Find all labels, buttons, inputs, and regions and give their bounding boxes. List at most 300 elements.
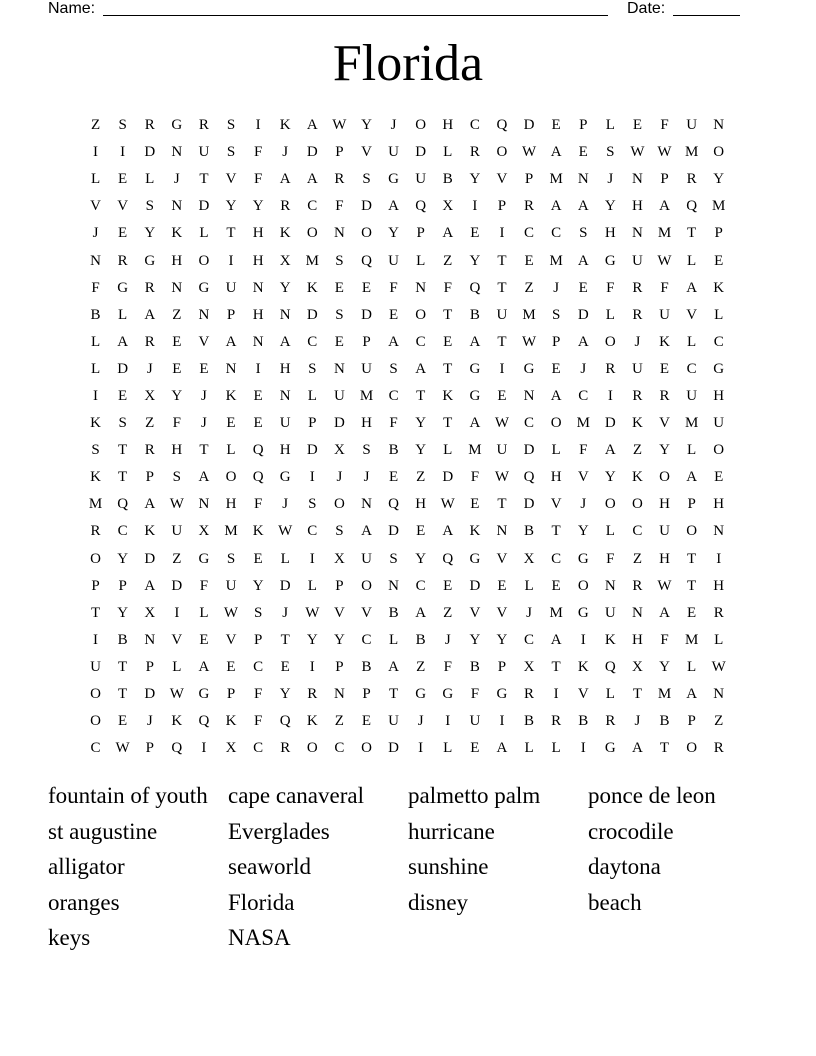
grid-letter: I	[93, 144, 99, 161]
grid-letter: P	[497, 198, 507, 215]
grid-letter: E	[226, 658, 236, 675]
grid-letter: S	[308, 360, 317, 377]
grid-letter: P	[335, 144, 344, 161]
grid-letter: A	[144, 496, 156, 513]
grid-letter: F	[660, 631, 669, 648]
grid-letter: M	[657, 225, 672, 242]
grid-letter: Q	[117, 496, 129, 513]
grid-letter: S	[389, 550, 398, 567]
grid-letter: F	[606, 550, 615, 567]
grid-letter: T	[551, 658, 561, 675]
grid-letter: U	[632, 252, 643, 269]
grid-letter: E	[443, 577, 453, 594]
grid-letter: B	[117, 631, 128, 648]
grid-letter: G	[415, 686, 427, 703]
grid-letter: P	[308, 415, 317, 432]
grid-letter: P	[335, 658, 344, 675]
grid-letter: A	[279, 171, 291, 188]
grid-letter: I	[499, 360, 505, 377]
grid-letter: W	[115, 740, 130, 757]
grid-letter: H	[279, 360, 291, 377]
grid-letter: O	[659, 469, 670, 486]
grid-letter: R	[713, 740, 724, 757]
grid-letter: A	[144, 306, 156, 323]
grid-letter: P	[362, 686, 371, 703]
grid-letter: O	[361, 740, 372, 757]
grid-letter: E	[253, 387, 263, 404]
grid-letter: T	[416, 387, 426, 404]
grid-letter: T	[199, 442, 209, 459]
grid-letter: L	[90, 333, 101, 350]
grid-letter: M	[712, 198, 726, 215]
grid-letter: B	[388, 604, 399, 621]
grid-letter: O	[90, 713, 101, 730]
grid-letter: W	[657, 252, 672, 269]
grid-letter: T	[687, 225, 697, 242]
grid-letter: N	[252, 279, 264, 296]
grid-letter: H	[252, 252, 264, 269]
grid-letter: N	[577, 171, 589, 188]
grid-letter: A	[306, 171, 318, 188]
grid-letter: V	[496, 550, 508, 567]
grid-letter: U	[171, 523, 183, 540]
grid-letter: T	[118, 686, 128, 703]
name-label: Name:	[48, 0, 96, 17]
grid-letter: G	[469, 550, 481, 567]
grid-letter: T	[90, 604, 101, 621]
grid-letter: G	[523, 360, 535, 377]
grid-letter: K	[144, 523, 156, 540]
grid-letter: U	[496, 442, 508, 459]
grid-letter: H	[659, 550, 670, 567]
grid-letter: K	[306, 279, 318, 296]
word-bank-item: crocodile	[588, 818, 674, 844]
grid-letter: A	[550, 631, 562, 648]
grid-letter: V	[496, 171, 508, 188]
grid-letter: V	[659, 415, 670, 432]
grid-letter: Y	[225, 198, 237, 215]
grid-letter: U	[225, 279, 237, 296]
grid-letter: M	[549, 604, 563, 621]
grid-letter: A	[550, 387, 562, 404]
grid-letter: N	[279, 306, 291, 323]
grid-letter: E	[334, 333, 344, 350]
grid-letter: Q	[523, 469, 535, 486]
grid-letter: G	[577, 604, 589, 621]
grid-letter: Q	[388, 496, 399, 513]
grid-letter: D	[388, 740, 399, 757]
grid-letter: H	[171, 252, 183, 269]
grid-letter: F	[470, 469, 480, 486]
grid-letter: B	[90, 306, 101, 323]
grid-letter: M	[684, 631, 699, 648]
grid-letter: N	[171, 144, 183, 161]
grid-letter: U	[388, 144, 399, 161]
grid-letter: A	[469, 333, 481, 350]
grid-letter: E	[524, 252, 534, 269]
grid-letter: P	[145, 740, 154, 757]
grid-letter: U	[686, 387, 698, 404]
grid-letter: T	[443, 360, 453, 377]
grid-letter: E	[172, 333, 182, 350]
grid-letter: A	[550, 198, 562, 215]
grid-letter: T	[497, 279, 507, 296]
grid-letter: F	[660, 117, 669, 134]
grid-letter: H	[279, 442, 291, 459]
grid-letter: P	[253, 631, 263, 648]
grid-letter: B	[469, 658, 480, 675]
grid-letter: V	[361, 144, 372, 161]
grid-letter: F	[443, 658, 452, 675]
grid-letter: Z	[443, 604, 453, 621]
grid-letter: C	[307, 333, 318, 350]
grid-letter: H	[632, 198, 643, 215]
grid-letter: E	[199, 631, 209, 648]
grid-letter: C	[334, 740, 345, 757]
grid-letter: V	[577, 469, 589, 486]
grid-letter: F	[91, 279, 100, 296]
grid-letter: I	[418, 740, 424, 757]
grid-letter: Q	[469, 279, 481, 296]
grid-letter: G	[198, 550, 210, 567]
grid-letter: Z	[90, 117, 101, 134]
grid-letter: V	[90, 198, 101, 215]
grid-letter: A	[415, 604, 427, 621]
grid-letter: Q	[604, 658, 616, 675]
grid-letter: J	[146, 713, 153, 730]
grid-letter: T	[497, 496, 507, 513]
grid-letter: A	[279, 333, 291, 350]
grid-letter: Q	[442, 550, 454, 567]
grid-letter: X	[144, 387, 156, 404]
grid-letter: L	[605, 306, 615, 323]
grid-letter: K	[713, 279, 725, 296]
grid-letter: E	[388, 306, 399, 323]
grid-letter: Y	[577, 523, 589, 540]
grid-letter: U	[496, 306, 508, 323]
grid-letter: H	[632, 631, 643, 648]
grid-letter: K	[577, 658, 589, 675]
grid-letter: H	[415, 496, 427, 513]
grid-letter: I	[499, 225, 505, 242]
grid-letter: P	[91, 577, 100, 594]
grid-letter: Q	[496, 117, 508, 134]
grid-letter: A	[577, 252, 589, 269]
grid-letter: R	[144, 279, 155, 296]
grid-letter: G	[604, 252, 616, 269]
grid-letter: W	[657, 144, 672, 161]
grid-letter: K	[225, 387, 237, 404]
grid-letter: C	[524, 225, 535, 242]
grid-letter: J	[282, 496, 289, 513]
grid-letter: R	[713, 604, 724, 621]
grid-letter: L	[443, 144, 453, 161]
grid-letter: L	[172, 658, 182, 675]
grid-letter: Y	[415, 550, 427, 567]
grid-letter: E	[659, 360, 670, 377]
grid-letter: F	[253, 496, 263, 513]
grid-letter: O	[713, 144, 725, 161]
grid-letter: K	[306, 713, 318, 730]
grid-letter: L	[307, 387, 317, 404]
grid-letter: B	[524, 523, 535, 540]
grid-letter: M	[522, 306, 536, 323]
grid-letter: Y	[659, 658, 670, 675]
name-blank-line	[103, 0, 608, 16]
grid-letter: O	[306, 740, 318, 757]
grid-letter: R	[117, 252, 128, 269]
grid-letter: N	[632, 604, 643, 621]
word-bank-item: fountain of youth	[48, 783, 208, 808]
grid-letter: P	[551, 333, 561, 350]
grid-letter: A	[361, 523, 372, 540]
grid-letter: L	[388, 631, 399, 648]
grid-letter: B	[469, 306, 480, 323]
grid-letter: N	[225, 360, 237, 377]
grid-letter: N	[604, 577, 616, 594]
grid-letter: S	[551, 306, 561, 323]
grid-letter: J	[526, 604, 532, 621]
grid-letter: Y	[388, 225, 399, 242]
grid-letter: D	[577, 306, 589, 323]
grid-letter: H	[252, 306, 264, 323]
grid-letter: I	[201, 740, 207, 757]
grid-letter: R	[632, 306, 643, 323]
grid-letter: W	[630, 144, 645, 161]
grid-letter: U	[279, 415, 291, 432]
grid-letter: L	[307, 577, 317, 594]
grid-letter: P	[145, 469, 154, 486]
grid-letter: E	[253, 415, 263, 432]
grid-letter: D	[523, 442, 535, 459]
grid-letter: I	[228, 252, 234, 269]
grid-letter: Z	[443, 252, 453, 269]
word-bank-item: seaworld	[228, 854, 312, 880]
grid-letter: K	[604, 631, 616, 648]
grid-letter: T	[280, 631, 290, 648]
grid-letter: P	[687, 496, 696, 513]
grid-letter: H	[713, 577, 725, 594]
grid-letter: K	[171, 713, 183, 730]
grid-letter: W	[657, 577, 672, 594]
grid-letter: D	[144, 686, 156, 703]
grid-letter: F	[606, 279, 615, 296]
grid-letter: D	[306, 144, 318, 161]
grid-letter: J	[92, 225, 99, 242]
grid-letter: R	[198, 117, 209, 134]
grid-letter: O	[90, 686, 101, 703]
grid-letter: U	[469, 713, 481, 730]
grid-letter: Y	[117, 604, 129, 621]
grid-letter: E	[443, 333, 453, 350]
grid-letter: I	[309, 658, 315, 675]
grid-letter: G	[117, 279, 129, 296]
grid-letter: T	[388, 686, 399, 703]
grid-letter: D	[388, 523, 399, 540]
grid-letter: M	[549, 171, 563, 188]
word-bank-item: disney	[408, 889, 469, 915]
grid-letter: J	[282, 144, 289, 161]
grid-letter: T	[443, 306, 453, 323]
grid-letter: F	[172, 415, 181, 432]
grid-letter: R	[605, 713, 616, 730]
grid-letter: P	[714, 225, 723, 242]
grid-letter: F	[253, 144, 263, 161]
grid-letter: S	[253, 604, 263, 621]
grid-letter: Y	[361, 117, 372, 134]
grid-letter: L	[687, 333, 697, 350]
grid-letter: J	[173, 171, 180, 188]
grid-letter: G	[171, 117, 183, 134]
grid-letter: A	[442, 225, 454, 242]
grid-letter: K	[442, 387, 454, 404]
grid-letter: D	[604, 415, 616, 432]
grid-letter: E	[118, 713, 128, 730]
grid-letter: V	[686, 306, 698, 323]
grid-letter: O	[361, 577, 372, 594]
grid-letter: E	[118, 225, 128, 242]
grid-letter: T	[118, 658, 128, 675]
grid-letter: S	[335, 523, 344, 540]
grid-letter: R	[632, 279, 643, 296]
grid-letter: W	[521, 333, 537, 350]
grid-letter: O	[415, 306, 427, 323]
grid-letter: S	[118, 117, 127, 134]
grid-letter: J	[282, 604, 289, 621]
grid-letter: E	[172, 360, 182, 377]
word-bank-item: hurricane	[408, 818, 495, 844]
grid-letter: A	[388, 333, 399, 350]
grid-letter: L	[416, 252, 426, 269]
grid-letter: V	[469, 604, 481, 621]
grid-letter: Y	[496, 631, 508, 648]
grid-letter: P	[497, 658, 507, 675]
grid-letter: F	[253, 713, 263, 730]
grid-letter: V	[550, 496, 562, 513]
grid-letter: M	[468, 442, 482, 459]
grid-letter: A	[550, 144, 562, 161]
grid-letter: Q	[198, 713, 210, 730]
grid-letter: Y	[604, 469, 616, 486]
grid-letter: I	[174, 604, 180, 621]
grid-letter: L	[226, 442, 236, 459]
grid-letter: I	[309, 469, 315, 486]
grid-letter: X	[442, 198, 454, 215]
grid-letter: L	[605, 686, 615, 703]
word-bank-item: sunshine	[408, 854, 489, 880]
grid-letter: U	[90, 658, 101, 675]
grid-letter: W	[278, 523, 293, 540]
grid-letter: Q	[415, 198, 427, 215]
grid-letter: T	[632, 686, 642, 703]
grid-letter: C	[307, 523, 318, 540]
grid-letter: V	[171, 631, 183, 648]
word-bank-item: daytona	[588, 854, 661, 880]
grid-letter: B	[524, 713, 535, 730]
grid-letter: S	[172, 469, 181, 486]
grid-letter: I	[309, 550, 315, 567]
grid-letter: P	[226, 686, 236, 703]
grid-letter: T	[118, 469, 128, 486]
grid-letter: E	[334, 279, 344, 296]
grid-letter: O	[225, 469, 237, 486]
grid-letter: N	[252, 333, 264, 350]
grid-letter: H	[361, 415, 372, 432]
grid-letter: J	[553, 279, 560, 296]
grid-letter: N	[279, 387, 291, 404]
grid-letter: Z	[145, 415, 155, 432]
grid-letter: U	[361, 360, 372, 377]
grid-letter: C	[307, 198, 318, 215]
grid-letter: L	[714, 631, 724, 648]
date-label: Date:	[627, 0, 666, 17]
grid-letter: N	[90, 252, 101, 269]
grid-letter: L	[605, 117, 615, 134]
date-blank-line	[673, 0, 740, 16]
grid-letter: L	[443, 740, 453, 757]
grid-letter: E	[118, 171, 128, 188]
grid-letter: K	[90, 415, 101, 432]
grid-letter: J	[201, 415, 207, 432]
grid-letter: W	[711, 658, 726, 675]
grid-letter: Y	[279, 279, 291, 296]
grid-letter: E	[551, 117, 561, 134]
grid-letter: K	[225, 713, 237, 730]
grid-letter: J	[390, 117, 397, 134]
grid-letter: P	[687, 713, 696, 730]
grid-letter: H	[713, 496, 725, 513]
grid-letter: O	[198, 252, 210, 269]
grid-letter: N	[361, 496, 372, 513]
grid-letter: X	[632, 658, 643, 675]
grid-letter: D	[442, 469, 454, 486]
grid-letter: K	[659, 333, 670, 350]
grid-letter: A	[632, 740, 643, 757]
grid-letter: A	[577, 198, 589, 215]
grid-letter: K	[90, 469, 101, 486]
grid-letter: W	[169, 496, 184, 513]
grid-letter: A	[442, 523, 454, 540]
grid-letter: O	[632, 496, 643, 513]
grid-letter: W	[305, 604, 320, 621]
grid-letter: S	[145, 198, 154, 215]
grid-letter: Y	[279, 686, 291, 703]
grid-letter: O	[686, 740, 698, 757]
grid-letter: I	[93, 631, 99, 648]
grid-letter: S	[118, 415, 127, 432]
grid-letter: M	[657, 686, 672, 703]
grid-letter: R	[280, 198, 291, 215]
grid-letter: J	[201, 387, 207, 404]
grid-letter: J	[580, 360, 587, 377]
grid-letter: E	[470, 740, 480, 757]
grid-letter: D	[144, 550, 156, 567]
grid-letter: S	[579, 225, 588, 242]
word-bank-item: keys	[48, 925, 91, 951]
grid-letter: U	[604, 604, 616, 621]
grid-letter: R	[524, 198, 535, 215]
grid-letter: R	[605, 360, 616, 377]
grid-letter: Z	[416, 658, 426, 675]
grid-letter: E	[470, 225, 480, 242]
grid-letter: I	[499, 713, 505, 730]
grid-letter: O	[604, 333, 616, 350]
grid-letter: D	[469, 577, 481, 594]
grid-letter: F	[579, 442, 588, 459]
grid-letter: L	[524, 577, 534, 594]
grid-letter: L	[687, 442, 697, 459]
grid-letter: C	[117, 523, 128, 540]
